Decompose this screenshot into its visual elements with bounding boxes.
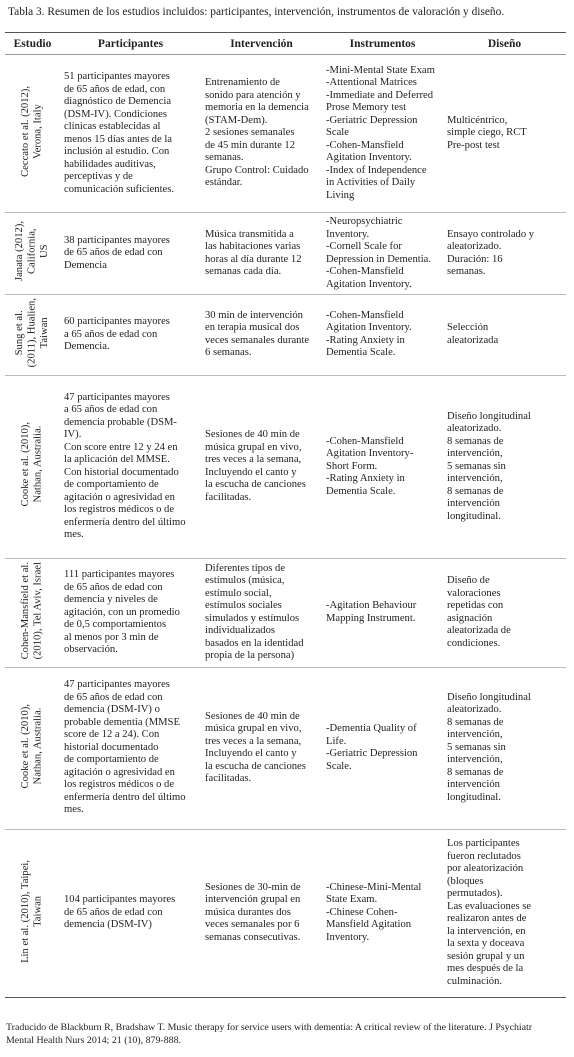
instruments-cell [322, 375, 443, 558]
study-line: US [38, 244, 50, 259]
text-line: de 65 años de edad con [64, 247, 163, 259]
study-label [14, 298, 52, 367]
text-line: simulados y estímulos [205, 612, 300, 624]
text-line: memoria en la demencia [205, 102, 309, 114]
text-line: State Exam. [326, 894, 378, 906]
text-line: de 0,5 comportamientos [64, 619, 167, 631]
study-label [20, 86, 45, 177]
study-line: Cohen-Mansfield et al. [20, 561, 31, 660]
table-body [5, 55, 566, 998]
text-line: (STAM-Dem). [205, 114, 268, 126]
text-line: aleatorizada de [447, 625, 511, 637]
text-line: in Activities of Daily [326, 177, 416, 189]
study-line: Ceccato et al. (2012), [20, 85, 31, 177]
intervention-cell [201, 829, 322, 997]
text-line: Diseño longitudinal [447, 691, 531, 703]
intervention-cell [201, 295, 322, 376]
text-line: estímulos (música, [205, 575, 285, 587]
text-line: Depression in Dementia. [326, 253, 432, 265]
study-label [20, 860, 45, 963]
text-line: semanas. [205, 152, 244, 164]
study-cell [5, 558, 60, 667]
study-cell [5, 375, 60, 558]
study-label [20, 562, 45, 659]
study-label [20, 704, 45, 788]
text-line: Agitation Inventory. [326, 278, 412, 290]
participants-cell [60, 667, 201, 829]
text-line: simple ciego, RCT [447, 127, 527, 139]
text-line: Agitation Inventory. [326, 152, 412, 164]
text-line: a 65 años de edad con [64, 404, 158, 416]
table-row [5, 667, 566, 829]
participants-cell [60, 558, 201, 667]
text-line: Ensayo controlado y [447, 228, 535, 240]
text-line: IV). [64, 429, 82, 441]
participants-cell [60, 295, 201, 376]
text-line: (DSM-IV). Condiciones [64, 108, 167, 120]
text-line: diagnóstico de Demencia [64, 96, 172, 107]
text-line: condiciones. [447, 637, 501, 649]
text-line: -Rating Anxiety in [326, 334, 405, 346]
text-line: semanas. [447, 266, 486, 277]
table-row [5, 829, 566, 997]
study-line: Cooke et al. (2010), [20, 703, 31, 789]
design-cell [443, 213, 566, 295]
text-line: Agitation Inventory. [326, 322, 412, 334]
text-line: aleatorizado. [447, 241, 502, 252]
text-line: de 65 años de edad con [64, 581, 163, 593]
text-line: Pre-post test [447, 139, 500, 151]
text-line: -Geriatric Depression [326, 748, 418, 760]
text-line: culminación. [447, 975, 503, 987]
table-header-row [5, 33, 566, 55]
text-line: 47 participantes mayores [64, 391, 170, 403]
study-line: Janata (2012), [13, 221, 25, 282]
text-line: -Cohen-Mansfield [326, 435, 404, 447]
design-cell [443, 829, 566, 997]
study-line: Cooke et al. (2010), [20, 422, 31, 507]
text-line: la aplicación del MMSE. [64, 454, 170, 466]
table-row [5, 375, 566, 558]
text-line: Mapping Instrument. [326, 612, 416, 624]
text-line: 104 participantes mayores [64, 894, 176, 906]
text-line: estándar. [205, 177, 243, 189]
text-line: Short Form. [326, 460, 378, 472]
design-cell [443, 295, 566, 376]
text-line: repetidas con [447, 600, 504, 612]
instruments-cell [322, 55, 443, 213]
text-line: aleatorizado. [447, 704, 502, 716]
text-line: sesión grupal y un [447, 950, 525, 962]
text-line: demencia probable (DSM- [64, 416, 177, 428]
text-line: agitación o agresividad en [64, 766, 175, 778]
study-line: Sung et al. [13, 310, 25, 356]
text-line: -Geriatric Depression [326, 114, 418, 126]
text-line: Duración: 16 [447, 253, 503, 265]
intervention-cell [201, 558, 322, 667]
text-line: Dementia Scale. [326, 347, 396, 359]
text-line: intervención, [447, 448, 503, 460]
text-line: basados en la identidad [205, 637, 304, 649]
text-line: Diseño longitudinal [447, 410, 531, 422]
text-line: facilitadas. [205, 491, 252, 503]
text-line: perceptivas y de [64, 171, 133, 182]
text-line: agitación, con un promedio [64, 606, 180, 618]
text-line: sonido para atención y [205, 89, 301, 101]
text-line: Life. [326, 735, 347, 747]
intervention-cell [201, 55, 322, 213]
study-line: (2011), Hualien, [26, 298, 38, 368]
text-line: clínicas establecidas al [64, 121, 161, 132]
text-line: veces semanales por 6 [205, 919, 300, 931]
text-line: longitudinal. [447, 791, 501, 803]
text-line: 30 min de intervención [205, 309, 303, 321]
instruments-cell [322, 558, 443, 667]
study-line: Lin et al. (2010), Taipei, [20, 859, 31, 963]
text-line: -Cornell Scale for [326, 241, 402, 252]
text-line: de 65 años de edad con [64, 691, 163, 703]
header-participantes: Participantes [60, 33, 201, 55]
text-line: de 65 años de edad con [64, 906, 163, 918]
text-line: Living [326, 189, 355, 201]
text-line: longitudinal. [447, 510, 501, 522]
text-line: -Rating Anxiety in [326, 473, 405, 485]
study-line: California, [26, 228, 38, 275]
text-line: intervención [447, 779, 500, 791]
text-line: Los participantes [447, 838, 520, 850]
text-line: Prose Memory test [326, 102, 407, 114]
design-cell [443, 375, 566, 558]
text-line: Inventory. [326, 228, 370, 240]
text-line: demencia (DSM-IV) [64, 919, 152, 931]
text-line: Sesiones de 30-min de [205, 881, 301, 893]
instruments-cell [322, 667, 443, 829]
text-line: asignación [447, 612, 493, 624]
text-line: (bloques [447, 875, 484, 887]
text-line: historial documentado [64, 741, 159, 753]
text-line: los registros médicos o de [64, 504, 175, 516]
text-line: observación. [64, 644, 118, 656]
text-line: intervención, [447, 754, 503, 766]
study-line: Nathan, Australia. [32, 426, 44, 503]
instruments-cell [322, 213, 443, 295]
text-line: tres veces a la semana, [205, 454, 302, 466]
text-line: fueron reclutados [447, 850, 521, 862]
text-line: de 65 años de edad, con [64, 83, 166, 95]
text-line: 60 participantes mayores [64, 316, 170, 328]
text-line: la sexta y doceava [447, 938, 525, 950]
text-line: -Attentional Matrices [326, 77, 417, 89]
text-line: de comportamiento de [64, 479, 159, 491]
text-line: facilitadas. [205, 773, 252, 785]
text-line: Grupo Control: Cuidado [205, 164, 309, 176]
study-line: Verona, Italy [32, 103, 44, 159]
text-line: inclusión al estudio. Con [64, 146, 170, 157]
design-cell [443, 558, 566, 667]
text-line: los registros médicos o de [64, 779, 175, 791]
header-intervencion: Intervención [201, 33, 322, 55]
text-line: propia de la persona) [205, 650, 295, 662]
text-line: -Chinese-Mini-Mental [326, 881, 422, 893]
participants-cell [60, 375, 201, 558]
table-row [5, 55, 566, 213]
text-line: 8 semanas de [447, 716, 504, 728]
study-cell [5, 667, 60, 829]
study-label [14, 221, 52, 281]
study-line: Nathan, Australia. [32, 707, 44, 785]
header-instrumentos: Instrumentos [322, 33, 443, 55]
text-line: veces semanales durante [205, 334, 310, 346]
text-line: -Dementia Quality of [326, 723, 417, 735]
text-line: Diseño de [447, 575, 490, 587]
text-line: 51 participantes mayores [64, 71, 170, 82]
footnote [6, 1021, 532, 1047]
intervention-cell [201, 213, 322, 295]
text-line: las habitaciones varias [205, 241, 301, 252]
text-line: Las evaluaciones se [447, 900, 532, 912]
study-label [20, 422, 45, 506]
text-line: 5 semanas sin [447, 741, 506, 753]
text-line: a 65 años de edad con [64, 328, 158, 340]
text-line: intervención, [447, 729, 503, 741]
text-line: Mansfield Agitation [326, 919, 412, 931]
text-line: Inventory. [326, 931, 370, 943]
text-line: por aleatorización [447, 863, 524, 875]
text-line: la escucha de canciones [205, 479, 306, 491]
text-line: -Index of Independence [326, 164, 427, 176]
text-line: -Cohen-Mansfield [326, 309, 404, 321]
study-line: Taiwan [32, 895, 44, 927]
table-caption: Tabla 3. Resumen de los estudios incluidos: participantes, intervención, instrumentos de valoración y diseño. [8, 6, 505, 18]
design-cell [443, 667, 566, 829]
table-row [5, 295, 566, 376]
text-line: estímulo social, [205, 587, 272, 599]
text-line: -Cohen-Mansfield [326, 266, 404, 277]
text-line: comunicación suficientes. [64, 183, 175, 195]
text-line: Incluyendo el canto y [205, 466, 297, 478]
text-line: 6 semanas. [205, 347, 252, 359]
text-line: Incluyendo el canto y [205, 748, 297, 760]
text-line: la intervención, en [447, 925, 526, 937]
text-line: valoraciones [447, 587, 501, 599]
text-line: intervención, [447, 473, 503, 485]
text-line: Multicéntrico, [447, 114, 508, 126]
text-line: habilidades auditivas, [64, 158, 156, 170]
text-line: menos 15 días antes de la [64, 133, 172, 145]
text-line: demencia y niveles de [64, 594, 158, 606]
text-line: Selección [447, 322, 489, 334]
study-cell [5, 55, 60, 213]
text-line: mes después de la [447, 963, 524, 975]
footnote-line: Traducido de Blackburn R, Bradshaw T. Music therapy for service users with dementia: A critical review of the literature. J Psychiatr [6, 1022, 533, 1033]
text-line: la escucha de canciones [205, 760, 306, 772]
text-line: al menos por 3 min de [64, 631, 159, 643]
text-line: Entrenamiento de [205, 77, 281, 89]
intervention-cell [201, 375, 322, 558]
text-line: 8 semanas de [447, 485, 504, 497]
study-line: (2010), Tel Aviv, Israel [32, 561, 44, 660]
participants-cell [60, 829, 201, 997]
text-line: 5 semanas sin [447, 460, 506, 472]
text-line: música durantes dos [205, 906, 291, 918]
text-line: 8 semanas de [447, 766, 504, 778]
text-line: Diferentes tipos de [205, 562, 286, 574]
text-line: música grupal en vivo, [205, 723, 302, 735]
text-line: Sesiones de 40 min de [205, 429, 300, 441]
text-line: enfermería dentro del último [64, 791, 186, 803]
text-line: -Cohen-Mansfield [326, 139, 404, 151]
text-line: Agitation Inventory- [326, 448, 414, 460]
text-line: en terapia musical dos [205, 322, 300, 334]
table-row [5, 558, 566, 667]
text-line: Sesiones de 40 min de [205, 710, 300, 722]
participants-cell [60, 213, 201, 295]
text-line: semanas consecutivas. [205, 931, 301, 943]
text-line: Con historial documentado [64, 466, 179, 478]
text-line: 2 sesiones semanales [205, 127, 295, 139]
text-line: 8 semanas de [447, 435, 504, 447]
text-line: estímulos sociales [205, 600, 282, 612]
text-line: 111 participantes mayores [64, 569, 175, 581]
text-line: horas al día durante 12 [205, 253, 302, 265]
text-line: -Neuropsychiatric [326, 216, 403, 227]
text-line: tres veces a la semana, [205, 735, 302, 747]
footnote-line: Mental Health Nurs 2014; 21 (10), 879-888. [6, 1035, 181, 1046]
text-line: Demencia [64, 259, 107, 271]
text-line: aleatorizada [447, 334, 499, 346]
text-line: agitación o agresividad en [64, 491, 175, 503]
table-row [5, 213, 566, 295]
header-estudio: Estudio [5, 33, 60, 55]
text-line: -Mini-Mental State Exam [326, 64, 435, 76]
study-cell [5, 213, 60, 295]
text-line: -Agitation Behaviour [326, 600, 417, 612]
text-line: probable dementia (MMSE [64, 716, 180, 728]
text-line: realizaron antes de [447, 913, 527, 925]
text-line: mes. [64, 529, 84, 541]
text-line: de 45 min durante 12 [205, 139, 296, 151]
text-line: aleatorizado. [447, 423, 502, 435]
text-line: enfermería dentro del último [64, 516, 186, 528]
text-line: semanas cada día. [205, 266, 282, 277]
text-line: -Immediate and Deferred [326, 89, 434, 101]
text-line: score de 12 a 24). Con [64, 729, 160, 741]
text-line: 38 participantes mayores [64, 234, 170, 246]
studies-table [5, 32, 566, 998]
text-line: Música transmitida a [205, 228, 294, 240]
instruments-cell [322, 829, 443, 997]
text-line: intervención [447, 498, 500, 510]
participants-cell [60, 55, 201, 213]
text-line: demencia (DSM-IV) o [64, 704, 160, 716]
study-cell [5, 295, 60, 376]
text-line: Scale. [326, 760, 352, 772]
text-line: individualizados [205, 625, 276, 637]
study-line: Taiwan [38, 317, 50, 349]
text-line: Con score entre 12 y 24 en [64, 441, 178, 453]
text-line: -Chinese Cohen- [326, 906, 398, 918]
design-cell [443, 55, 566, 213]
header-diseno: Diseño [443, 33, 566, 55]
text-line: de comportamiento de [64, 754, 159, 766]
text-line: Demencia. [64, 341, 110, 353]
text-line: 47 participantes mayores [64, 679, 170, 691]
instruments-cell [322, 295, 443, 376]
text-line: mes. [64, 804, 84, 816]
text-line: permutados). [447, 888, 503, 900]
text-line: Scale [326, 127, 349, 139]
text-line: Dementia Scale. [326, 485, 396, 497]
intervention-cell [201, 667, 322, 829]
text-line: intervención grupal en [205, 894, 301, 906]
text-line: música grupal en vivo, [205, 441, 302, 453]
study-cell [5, 829, 60, 997]
